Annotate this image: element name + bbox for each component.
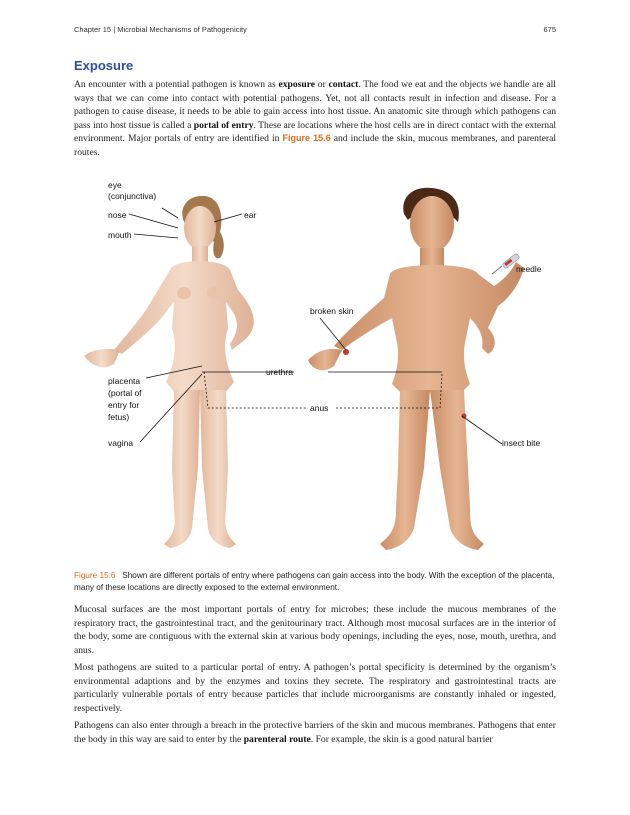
label-mouth: mouth <box>108 230 132 240</box>
section-title: Exposure <box>74 58 134 73</box>
intro-text-5: and include the skin, mucous membranes, and parenteral routes. <box>74 133 556 158</box>
term-exposure: exposure <box>278 79 316 90</box>
label-placenta: placenta <box>108 376 141 386</box>
label-broken-skin: broken skin <box>310 306 354 316</box>
body-paragraph-1: Mucosal surfaces are the most important portals of entry for microbes; these include the mucous membranes of the respiratory tract, the gastrointestinal tract, and the genitourinary tract. Although most mucosal surfaces are in the interior of the body, some are contiguous with the external skin at various body openings, including the eyes, nose, mouth, urethra, and anus. <box>74 604 556 656</box>
running-header <box>74 25 556 34</box>
caption-number: Figure 15.6 <box>74 571 116 580</box>
figure-illustration <box>74 178 556 563</box>
label-eye-conjunctiva: (conjunctiva) <box>108 191 157 201</box>
label-placenta-entry: entry for <box>108 400 140 410</box>
figure-caption <box>74 570 556 593</box>
label-placenta-portal: (portal of <box>108 388 142 398</box>
intro-text-3: . The food we eat and the objects we handle are all ways that we can come into contact with potential pathogens. Yet, not all contacts result in infection and disease. For a pathogen to cause disease, it needs to be able to gain access into host tissue. An anatomic site through which pathogens can pass into host tissue is called a <box>74 79 556 131</box>
intro-text-4: . These are locations where the host cells are in direct contact with the external environment. Major portals of entry are identified in <box>74 119 556 145</box>
term-contact: contact <box>328 79 359 90</box>
caption-text: Shown are different portals of entry where pathogens can gain access into the body. With the exception of the placenta, many of these locations are directly exposed to the external environment. <box>74 571 555 592</box>
label-insect-bite: insect bite <box>502 438 541 448</box>
page-number: 675 <box>543 25 556 34</box>
label-eye: eye <box>108 180 122 190</box>
body-paragraph-2: Most pathogens are suited to a particular portal of entry. A pathogen’s portal specificity is determined by the organism’s environmental adaptions and by the enzymes and toxins they secrete. The respiratory and gastrointestinal tracts are particularly vulnerable portals of entry because particles that include microorganisms are constantly inhaled or ingested, respectively. <box>74 662 556 714</box>
male-figure <box>308 188 524 550</box>
intro-text-1: An encounter with a potential pathogen is known as <box>74 79 279 90</box>
label-nose: nose <box>108 210 127 220</box>
figure-reference-link[interactable]: Figure 15.6 <box>282 133 331 144</box>
label-needle: needle <box>516 264 542 274</box>
p3-text-2: . For example, the skin is a good natural barrier <box>310 733 493 745</box>
intro-paragraph <box>74 78 556 160</box>
term-portal-of-entry: portal of entry <box>193 119 254 131</box>
p3-text-1: Pathogens can also enter through a breach in the protective barriers of the skin and mucous membranes. Pathogens that enter the body in this way are said to enter by the <box>74 720 556 745</box>
label-anus: anus <box>310 403 329 413</box>
label-urethra: urethra <box>266 367 293 377</box>
chapter-title: Chapter 15 | Microbial Mechanisms of Pathogenicity <box>74 25 247 34</box>
label-placenta-fetus: fetus) <box>108 412 130 422</box>
portals-of-entry-figure <box>74 178 556 563</box>
term-parenteral-route: parenteral route <box>243 733 311 745</box>
label-ear: ear <box>244 210 257 220</box>
intro-text-2: or <box>315 79 329 90</box>
label-vagina: vagina <box>108 438 134 448</box>
body-paragraph-3 <box>74 719 556 746</box>
